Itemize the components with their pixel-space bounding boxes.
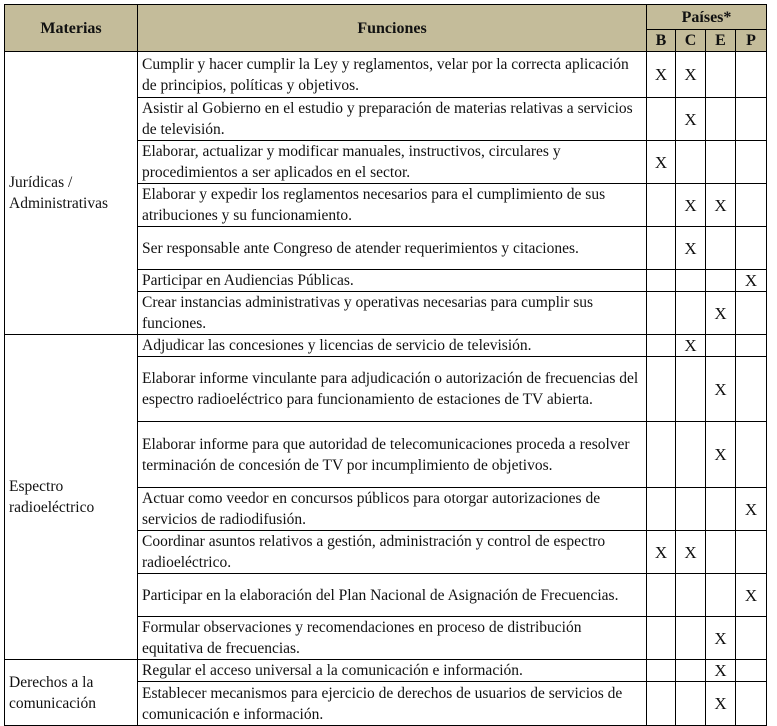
mark-p [736, 98, 767, 141]
mark-c [676, 292, 706, 335]
mark-b [647, 98, 676, 141]
mark-p [736, 617, 767, 660]
mark-p [736, 227, 767, 270]
mark-p: X [736, 574, 767, 617]
mark-e [706, 574, 736, 617]
mark-e: X [706, 617, 736, 660]
mark-e [706, 270, 736, 292]
mark-p: X [736, 270, 767, 292]
mark-p: X [736, 488, 767, 531]
funcion-cell: Elaborar, actualizar y modificar manuales, instructivos, circulares y procedimientos a ser aplicados en el sector. [138, 141, 647, 184]
mark-b [647, 422, 676, 488]
mark-p [736, 52, 767, 98]
mark-e [706, 531, 736, 574]
mark-e: X [706, 357, 736, 422]
mark-c: X [676, 531, 706, 574]
mark-c [676, 574, 706, 617]
materia-cell: Jurídicas / Administrativas [5, 52, 138, 335]
funcion-cell: Regular el acceso universal a la comunicación e información. [138, 660, 647, 682]
mark-c: X [676, 227, 706, 270]
mark-c [676, 422, 706, 488]
mark-c [676, 141, 706, 184]
table-row [5, 52, 767, 98]
funcion-cell: Formular observaciones y recomendaciones en proceso de distribución equitativa de frecuencias. [138, 617, 647, 660]
table-row [5, 335, 767, 357]
mark-c: X [676, 52, 706, 98]
mark-e [706, 141, 736, 184]
table-row [5, 660, 767, 682]
mark-b: X [647, 531, 676, 574]
mark-b [647, 617, 676, 660]
mark-c [676, 357, 706, 422]
mark-e: X [706, 292, 736, 335]
funcion-cell: Ser responsable ante Congreso de atender requerimientos y citaciones. [138, 227, 647, 270]
header-country-c: C [676, 30, 706, 52]
funcion-cell: Adjudicar las concesiones y licencias de servicio de televisión. [138, 335, 647, 357]
funcion-cell: Establecer mecanismos para ejercicio de derechos de usuarios de servicios de comunicación e información. [138, 682, 647, 726]
mark-b [647, 335, 676, 357]
materia-cell: Derechos a la comunicación [5, 660, 138, 726]
mark-b: X [647, 52, 676, 98]
mark-p [736, 292, 767, 335]
mark-e [706, 52, 736, 98]
mark-c [676, 617, 706, 660]
funcion-cell: Elaborar informe vinculante para adjudicación o autorización de frecuencias del espectro radioeléctrico para funcionamiento de estaciones de TV abierta. [138, 357, 647, 422]
mark-b [647, 270, 676, 292]
header-country-b: B [647, 30, 676, 52]
mark-c [676, 660, 706, 682]
mark-b: X [647, 141, 676, 184]
mark-c [676, 270, 706, 292]
funcion-cell: Cumplir y hacer cumplir la Ley y reglamentos, velar por la correcta aplicación de principios, políticas y objetivos. [138, 52, 647, 98]
mark-e: X [706, 422, 736, 488]
mark-e [706, 227, 736, 270]
mark-p [736, 422, 767, 488]
funcion-cell: Elaborar informe para que autoridad de telecomunicaciones proceda a resolver terminación de concesión de TV por incumplimiento de objetivos. [138, 422, 647, 488]
mark-c: X [676, 335, 706, 357]
mark-e: X [706, 682, 736, 726]
mark-p [736, 357, 767, 422]
header-paises: Países* [647, 5, 767, 30]
header-materias: Materias [5, 5, 138, 52]
header-row [5, 5, 767, 30]
funcion-cell: Actuar como veedor en concursos públicos para otorgar autorizaciones de servicios de radiodifusión. [138, 488, 647, 531]
header-country-p: P [736, 30, 767, 52]
mark-e: X [706, 660, 736, 682]
header-country-e: E [706, 30, 736, 52]
functions-table [4, 4, 767, 726]
mark-e [706, 488, 736, 531]
funcion-cell: Participar en la elaboración del Plan Nacional de Asignación de Frecuencias. [138, 574, 647, 617]
mark-e: X [706, 184, 736, 227]
mark-b [647, 574, 676, 617]
funcion-cell: Participar en Audiencias Públicas. [138, 270, 647, 292]
mark-p [736, 184, 767, 227]
mark-c [676, 488, 706, 531]
mark-e [706, 335, 736, 357]
mark-p [736, 335, 767, 357]
funcion-cell: Coordinar asuntos relativos a gestión, administración y control de espectro radioeléctrico. [138, 531, 647, 574]
funcion-cell: Elaborar y expedir los reglamentos necesarios para el cumplimiento de sus atribuciones y su funcionamiento. [138, 184, 647, 227]
mark-p [736, 141, 767, 184]
mark-p [736, 531, 767, 574]
mark-e [706, 98, 736, 141]
mark-b [647, 488, 676, 531]
mark-b [647, 227, 676, 270]
mark-c: X [676, 184, 706, 227]
mark-b [647, 357, 676, 422]
mark-b [647, 660, 676, 682]
header-funciones: Funciones [138, 5, 647, 52]
mark-b [647, 184, 676, 227]
mark-b [647, 292, 676, 335]
mark-c: X [676, 98, 706, 141]
funcion-cell: Crear instancias administrativas y operativas necesarias para cumplir sus funciones. [138, 292, 647, 335]
mark-p [736, 660, 767, 682]
materia-cell: Espectro radioeléctrico [5, 335, 138, 660]
funcion-cell: Asistir al Gobierno en el estudio y preparación de materias relativas a servicios de televisión. [138, 98, 647, 141]
